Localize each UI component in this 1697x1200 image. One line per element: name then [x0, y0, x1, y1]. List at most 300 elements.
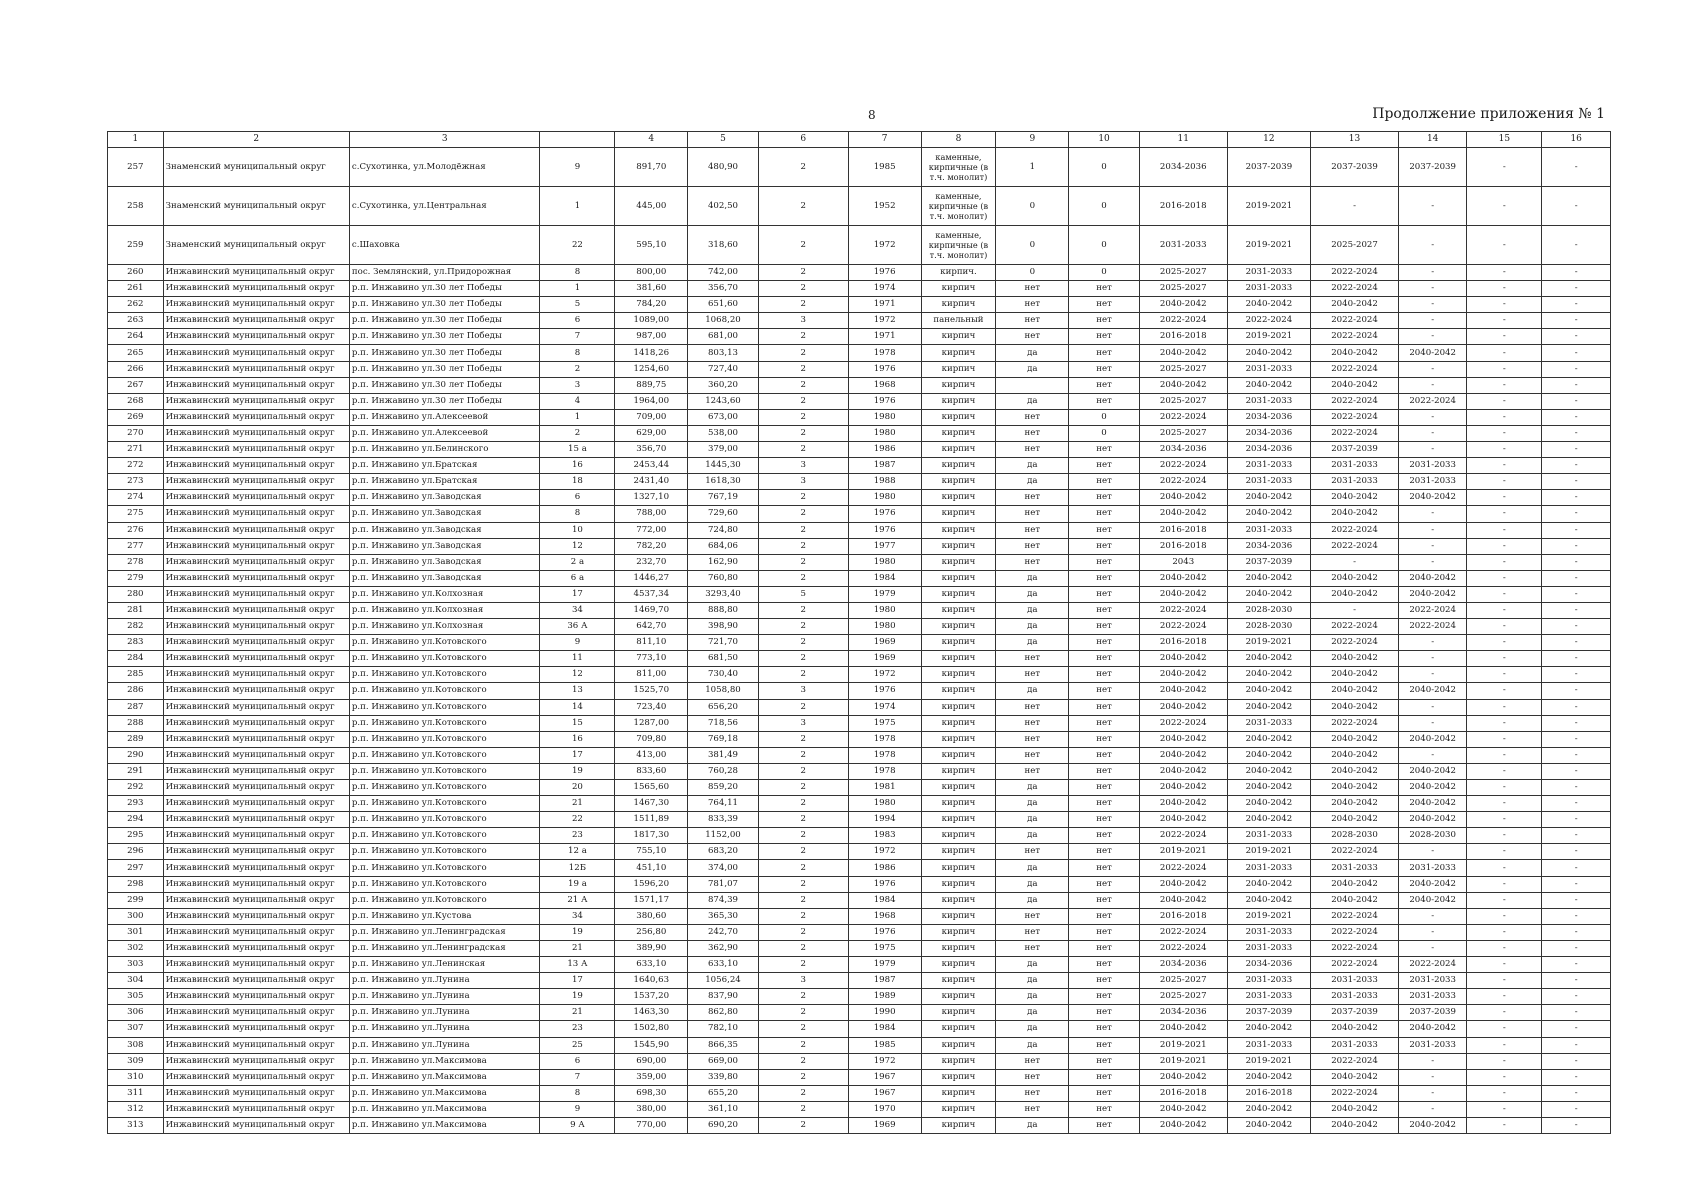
table-cell: 2040-2042	[1139, 812, 1227, 828]
table-cell: 260	[108, 265, 164, 281]
table-cell: -	[1542, 780, 1611, 796]
table-cell: да	[996, 1005, 1069, 1021]
table-cell: -	[1311, 602, 1399, 618]
table-cell: 2040-2042	[1227, 796, 1311, 812]
table-cell: 298	[108, 876, 164, 892]
table-cell: нет	[996, 490, 1069, 506]
table-cell: 6 а	[540, 570, 615, 586]
table-cell: 2016-2018	[1139, 538, 1227, 554]
table-cell: нет	[1069, 602, 1140, 618]
table-cell: нет	[996, 699, 1069, 715]
table-cell: р.п. Инжавино ул.Котовского	[349, 683, 540, 699]
table-cell: кирпич	[921, 989, 996, 1005]
table-row	[108, 554, 1611, 570]
table-cell: кирпич	[921, 844, 996, 860]
table-cell: Инжавинский муниципальный округ	[163, 796, 349, 812]
table-row	[108, 731, 1611, 747]
table-cell: 291	[108, 763, 164, 779]
table-cell: 21 А	[540, 892, 615, 908]
table-cell: 633,10	[615, 957, 688, 973]
table-cell: 987,00	[615, 329, 688, 345]
table-cell: 2040-2042	[1311, 586, 1399, 602]
table-cell: 1976	[848, 683, 921, 699]
table-cell: да	[996, 892, 1069, 908]
table-cell: 1445,30	[688, 458, 759, 474]
table-cell: 2019-2021	[1227, 635, 1311, 651]
table-cell: кирпич	[921, 1085, 996, 1101]
table-cell: 266	[108, 361, 164, 377]
table-cell: р.п. Инжавино ул.Братская	[349, 458, 540, 474]
table-cell: 263	[108, 313, 164, 329]
table-cell: 284	[108, 651, 164, 667]
table-cell: нет	[1069, 844, 1140, 860]
table-cell: 2016-2018	[1139, 329, 1227, 345]
table-cell: р.п. Инжавино ул.Лунина	[349, 1037, 540, 1053]
table-cell: Инжавинский муниципальный округ	[163, 1053, 349, 1069]
table-cell: нет	[996, 763, 1069, 779]
table-cell: 3	[758, 973, 848, 989]
table-cell: 313	[108, 1117, 164, 1133]
table-cell: р.п. Инжавино ул.Максимова	[349, 1085, 540, 1101]
table-cell: -	[1542, 731, 1611, 747]
table-cell: 2022-2024	[1311, 635, 1399, 651]
appendix-title: Продолжение приложения № 1	[1372, 106, 1605, 122]
table-cell: 782,20	[615, 538, 688, 554]
table-cell: 2037-2039	[1227, 554, 1311, 570]
table-cell: -	[1398, 554, 1467, 570]
table-cell: Инжавинский муниципальный округ	[163, 908, 349, 924]
table-cell: кирпич	[921, 1101, 996, 1117]
table-cell: 280	[108, 586, 164, 602]
table-cell: р.п. Инжавино ул.30 лет Победы	[349, 329, 540, 345]
table-cell: -	[1542, 699, 1611, 715]
table-cell: 295	[108, 828, 164, 844]
table-cell: 1972	[848, 844, 921, 860]
table-cell: 272	[108, 458, 164, 474]
table-row	[108, 570, 1611, 586]
table-cell: 7	[540, 1069, 615, 1085]
table-cell: 2031-2033	[1311, 860, 1399, 876]
table-row	[108, 474, 1611, 490]
table-cell: 2040-2042	[1227, 747, 1311, 763]
table-cell: 3	[758, 474, 848, 490]
column-header: 8	[921, 132, 996, 148]
table-cell: 2040-2042	[1311, 731, 1399, 747]
table-cell: 269	[108, 409, 164, 425]
table-cell: -	[1542, 812, 1611, 828]
table-cell: 2040-2042	[1311, 763, 1399, 779]
table-cell: кирпич	[921, 538, 996, 554]
table-cell: 2040-2042	[1311, 683, 1399, 699]
table-cell: 2031-2033	[1398, 1037, 1467, 1053]
table-cell: -	[1398, 1053, 1467, 1069]
table-cell: 2040-2042	[1227, 1117, 1311, 1133]
table-cell: 356,70	[615, 442, 688, 458]
table-cell: 673,00	[688, 409, 759, 425]
table-cell: -	[1542, 667, 1611, 683]
table-cell: 1980	[848, 425, 921, 441]
table-cell: 2016-2018	[1139, 908, 1227, 924]
table-row	[108, 924, 1611, 940]
table-cell: 451,10	[615, 860, 688, 876]
table-cell: Инжавинский муниципальный округ	[163, 1037, 349, 1053]
table-cell: 2022-2024	[1311, 619, 1399, 635]
table-cell: 7	[540, 329, 615, 345]
table-cell: р.п. Инжавино ул.Колхозная	[349, 602, 540, 618]
table-cell: -	[1467, 1005, 1542, 1021]
table-cell: 310	[108, 1069, 164, 1085]
table-cell: 3	[758, 313, 848, 329]
table-cell: нет	[1069, 892, 1140, 908]
table-cell: 2040-2042	[1139, 1021, 1227, 1037]
table-cell: 2	[758, 667, 848, 683]
table-cell: 1502,80	[615, 1021, 688, 1037]
table-row	[108, 281, 1611, 297]
table-cell: кирпич	[921, 699, 996, 715]
table-cell: нет	[996, 506, 1069, 522]
table-cell: нет	[996, 1085, 1069, 1101]
table-cell: 2022-2024	[1311, 425, 1399, 441]
table-cell: Инжавинский муниципальный округ	[163, 586, 349, 602]
table-cell: 2040-2042	[1311, 892, 1399, 908]
table-cell: 2	[758, 924, 848, 940]
table-cell: 2031-2033	[1227, 940, 1311, 956]
table-cell: 1974	[848, 281, 921, 297]
table-cell: 2	[758, 1069, 848, 1085]
table-cell: 18	[540, 474, 615, 490]
table-cell: 767,19	[688, 490, 759, 506]
table-cell: 683,20	[688, 844, 759, 860]
table-cell: нет	[996, 940, 1069, 956]
table-cell: р.п. Инжавино ул.Котовского	[349, 892, 540, 908]
table-cell: 2031-2033	[1227, 860, 1311, 876]
table-cell: нет	[1069, 345, 1140, 361]
table-cell: 305	[108, 989, 164, 1005]
table-cell: р.п. Инжавино ул.Котовского	[349, 699, 540, 715]
table-cell: нет	[1069, 522, 1140, 538]
table-cell: -	[1467, 780, 1542, 796]
table-cell: 356,70	[688, 281, 759, 297]
table-cell: кирпич	[921, 602, 996, 618]
table-cell: 2	[758, 651, 848, 667]
table-cell: 1467,30	[615, 796, 688, 812]
table-cell: 2	[758, 812, 848, 828]
table-cell: 2040-2042	[1227, 490, 1311, 506]
table-cell: Инжавинский муниципальный округ	[163, 860, 349, 876]
table-cell: 684,06	[688, 538, 759, 554]
table-cell: Инжавинский муниципальный округ	[163, 361, 349, 377]
table-cell: 2025-2027	[1139, 425, 1227, 441]
table-cell: р.п. Инжавино ул.Лунина	[349, 989, 540, 1005]
table-cell: 655,20	[688, 1085, 759, 1101]
table-cell: Инжавинский муниципальный округ	[163, 1101, 349, 1117]
table-cell: -	[1542, 1053, 1611, 1069]
table-cell: да	[996, 812, 1069, 828]
table-cell: -	[1467, 651, 1542, 667]
table-row	[108, 1053, 1611, 1069]
table-cell: 770,00	[615, 1117, 688, 1133]
column-header: 3	[349, 132, 540, 148]
table-cell: 2040-2042	[1311, 812, 1399, 828]
table-cell: 34	[540, 602, 615, 618]
table-cell: 2	[758, 908, 848, 924]
table-cell: нет	[1069, 1085, 1140, 1101]
table-cell: 1596,20	[615, 876, 688, 892]
table-cell: 2	[758, 940, 848, 956]
table-cell: 308	[108, 1037, 164, 1053]
table-cell: 2025-2027	[1139, 281, 1227, 297]
table-cell: 8	[540, 265, 615, 281]
table-body	[108, 148, 1611, 1134]
table-cell: р.п. Инжавино ул.Максимова	[349, 1053, 540, 1069]
table-cell: 2040-2042	[1227, 683, 1311, 699]
table-cell: 2037-2039	[1311, 442, 1399, 458]
table-cell: -	[1467, 554, 1542, 570]
table-cell: нет	[1069, 940, 1140, 956]
table-cell: 1972	[848, 667, 921, 683]
table-cell: 2022-2024	[1139, 924, 1227, 940]
table-cell: нет	[1069, 1053, 1140, 1069]
table-cell: 2040-2042	[1227, 1069, 1311, 1085]
table-cell: 232,70	[615, 554, 688, 570]
table-cell: 2	[758, 425, 848, 441]
table-cell: -	[1467, 393, 1542, 409]
table-cell: 2031-2033	[1311, 989, 1399, 1005]
table-cell: с.Сухотинка, ул.Центральная	[349, 187, 540, 226]
table-cell: 2022-2024	[1311, 940, 1399, 956]
table-cell: 2022-2024	[1139, 860, 1227, 876]
table-row	[108, 844, 1611, 860]
table-cell: кирпич	[921, 796, 996, 812]
table-cell: 698,30	[615, 1085, 688, 1101]
table-cell: Инжавинский муниципальный округ	[163, 313, 349, 329]
table-cell: 2	[758, 602, 848, 618]
table-row	[108, 393, 1611, 409]
table-cell: 0	[1069, 226, 1140, 265]
column-header: 1	[108, 132, 164, 148]
table-cell: 380,00	[615, 1101, 688, 1117]
table-cell: Инжавинский муниципальный округ	[163, 522, 349, 538]
table-cell: -	[1467, 1117, 1542, 1133]
table-cell: 656,20	[688, 699, 759, 715]
table-cell: -	[1542, 297, 1611, 313]
table-cell: 2022-2024	[1311, 538, 1399, 554]
table-cell: 2040-2042	[1311, 667, 1399, 683]
table-cell: 259	[108, 226, 164, 265]
table-cell: -	[1542, 940, 1611, 956]
table-cell: 2016-2018	[1139, 635, 1227, 651]
table-cell: нет	[1069, 747, 1140, 763]
table-cell: 480,90	[688, 148, 759, 187]
table-cell: -	[1467, 409, 1542, 425]
table-cell: 2022-2024	[1139, 619, 1227, 635]
table-cell: 2031-2033	[1227, 393, 1311, 409]
table-cell: 1979	[848, 586, 921, 602]
table-cell: 2016-2018	[1227, 1085, 1311, 1101]
table-cell: 2	[758, 1053, 848, 1069]
table-cell: 2040-2042	[1398, 1021, 1467, 1037]
table-cell: р.п. Инжавино ул.Ленинградская	[349, 940, 540, 956]
table-cell: 264	[108, 329, 164, 345]
table-cell: 292	[108, 780, 164, 796]
table-cell: кирпич	[921, 924, 996, 940]
table-cell: 2019-2021	[1139, 1037, 1227, 1053]
table-cell: 290	[108, 747, 164, 763]
table-cell: -	[1398, 1101, 1467, 1117]
table-cell: 2453,44	[615, 458, 688, 474]
table-cell: 2	[758, 763, 848, 779]
table-cell: -	[1467, 602, 1542, 618]
table-cell: Инжавинский муниципальный округ	[163, 490, 349, 506]
table-cell: 1068,20	[688, 313, 759, 329]
table-cell: 2040-2042	[1227, 1021, 1311, 1037]
table-cell: 1152,00	[688, 828, 759, 844]
table-cell: 2019-2021	[1227, 329, 1311, 345]
table-cell: 0	[996, 187, 1069, 226]
table-cell: Инжавинский муниципальный округ	[163, 683, 349, 699]
column-header	[540, 132, 615, 148]
table-cell: нет	[996, 731, 1069, 747]
table-cell: 1968	[848, 377, 921, 393]
table-cell: да	[996, 796, 1069, 812]
table-cell: 2022-2024	[1398, 602, 1467, 618]
table-row	[108, 940, 1611, 956]
table-cell: 2034-2036	[1139, 148, 1227, 187]
table-cell: кирпич	[921, 780, 996, 796]
table-cell: 8	[540, 345, 615, 361]
table-cell: -	[1467, 747, 1542, 763]
table-cell: 2040-2042	[1139, 763, 1227, 779]
table-cell: 2040-2042	[1227, 377, 1311, 393]
table-cell: нет	[1069, 586, 1140, 602]
table-row	[108, 860, 1611, 876]
table-cell: 2040-2042	[1398, 876, 1467, 892]
table-cell: 2022-2024	[1311, 313, 1399, 329]
table-cell: -	[1398, 187, 1467, 226]
table-cell: 2022-2024	[1311, 1085, 1399, 1101]
table-cell: 2031-2033	[1227, 989, 1311, 1005]
table-cell: да	[996, 828, 1069, 844]
table-cell: р.п. Инжавино ул.Ленинская	[349, 957, 540, 973]
table-cell: кирпич	[921, 554, 996, 570]
table-cell: -	[1542, 892, 1611, 908]
table-cell: да	[996, 602, 1069, 618]
table-cell: 1418,26	[615, 345, 688, 361]
table-cell: р.п. Инжавино ул.Котовского	[349, 780, 540, 796]
table-cell: р.п. Инжавино ул.Котовского	[349, 796, 540, 812]
table-cell: р.п. Инжавино ул.30 лет Победы	[349, 297, 540, 313]
table-cell: -	[1467, 908, 1542, 924]
table-cell: 2040-2042	[1139, 683, 1227, 699]
table-cell: р.п. Инжавино ул.Братская	[349, 474, 540, 490]
table-row	[108, 635, 1611, 651]
table-cell: кирпич	[921, 683, 996, 699]
table-cell: 1975	[848, 940, 921, 956]
table-cell: 2034-2036	[1227, 409, 1311, 425]
table-cell: 2031-2033	[1311, 973, 1399, 989]
table-cell: 2431,40	[615, 474, 688, 490]
table-cell: 9 А	[540, 1117, 615, 1133]
table-cell: 2040-2042	[1139, 731, 1227, 747]
table-cell: -	[1398, 844, 1467, 860]
table-cell: 2 а	[540, 554, 615, 570]
table-cell: -	[1542, 538, 1611, 554]
table-cell: -	[1542, 345, 1611, 361]
table-cell: 14	[540, 699, 615, 715]
table-cell: Инжавинский муниципальный округ	[163, 828, 349, 844]
table-cell: Инжавинский муниципальный округ	[163, 554, 349, 570]
table-cell: 2	[758, 619, 848, 635]
table-row	[108, 1085, 1611, 1101]
table-cell: Инжавинский муниципальный округ	[163, 635, 349, 651]
table-row	[108, 425, 1611, 441]
table-cell: да	[996, 780, 1069, 796]
table-cell: 2040-2042	[1227, 892, 1311, 908]
table-cell: 2037-2039	[1311, 1005, 1399, 1021]
table-cell: -	[1467, 667, 1542, 683]
table-cell: 6	[540, 313, 615, 329]
table-cell: кирпич	[921, 490, 996, 506]
table-cell: 2040-2042	[1398, 763, 1467, 779]
table-cell: 242,70	[688, 924, 759, 940]
table-cell: 1980	[848, 554, 921, 570]
table-cell: 22	[540, 812, 615, 828]
table-cell: 2037-2039	[1227, 148, 1311, 187]
table-cell: 1980	[848, 409, 921, 425]
table-cell: с.Шаховка	[349, 226, 540, 265]
table-cell: 2	[758, 1021, 848, 1037]
table-row	[108, 148, 1611, 187]
column-header: 10	[1069, 132, 1140, 148]
table-cell: нет	[996, 313, 1069, 329]
table-cell: -	[1542, 1101, 1611, 1117]
table-cell: 2040-2042	[1398, 780, 1467, 796]
table-cell: 2040-2042	[1311, 506, 1399, 522]
table-cell: 0	[996, 265, 1069, 281]
table-cell: 2	[758, 265, 848, 281]
table-cell: -	[1467, 828, 1542, 844]
table-cell: 2040-2042	[1227, 667, 1311, 683]
table-cell: 2022-2024	[1311, 844, 1399, 860]
table-cell: 277	[108, 538, 164, 554]
table-cell: Инжавинский муниципальный округ	[163, 1021, 349, 1037]
table-cell: 275	[108, 506, 164, 522]
table-cell: 3	[758, 458, 848, 474]
table-cell: -	[1467, 940, 1542, 956]
table-cell: 1974	[848, 699, 921, 715]
table-cell: р.п. Инжавино ул.Котовского	[349, 860, 540, 876]
column-header: 14	[1398, 132, 1467, 148]
table-cell: 282	[108, 619, 164, 635]
table-cell: кирпич	[921, 651, 996, 667]
table-cell: нет	[1069, 957, 1140, 973]
table-cell: 1976	[848, 265, 921, 281]
table-cell: 0	[1069, 425, 1140, 441]
table-cell: нет	[1069, 281, 1140, 297]
table-cell: 359,00	[615, 1069, 688, 1085]
table-cell: 2040-2042	[1311, 876, 1399, 892]
table-cell: нет	[1069, 329, 1140, 345]
table-cell: 2040-2042	[1139, 586, 1227, 602]
table-cell: 781,07	[688, 876, 759, 892]
table-cell: -	[1467, 506, 1542, 522]
table-cell: Инжавинский муниципальный округ	[163, 747, 349, 763]
table-cell: 2025-2027	[1139, 265, 1227, 281]
table-cell: Инжавинский муниципальный округ	[163, 345, 349, 361]
table-cell: 1984	[848, 892, 921, 908]
table-cell: да	[996, 860, 1069, 876]
table-cell: р.п. Инжавино ул.Котовского	[349, 715, 540, 731]
